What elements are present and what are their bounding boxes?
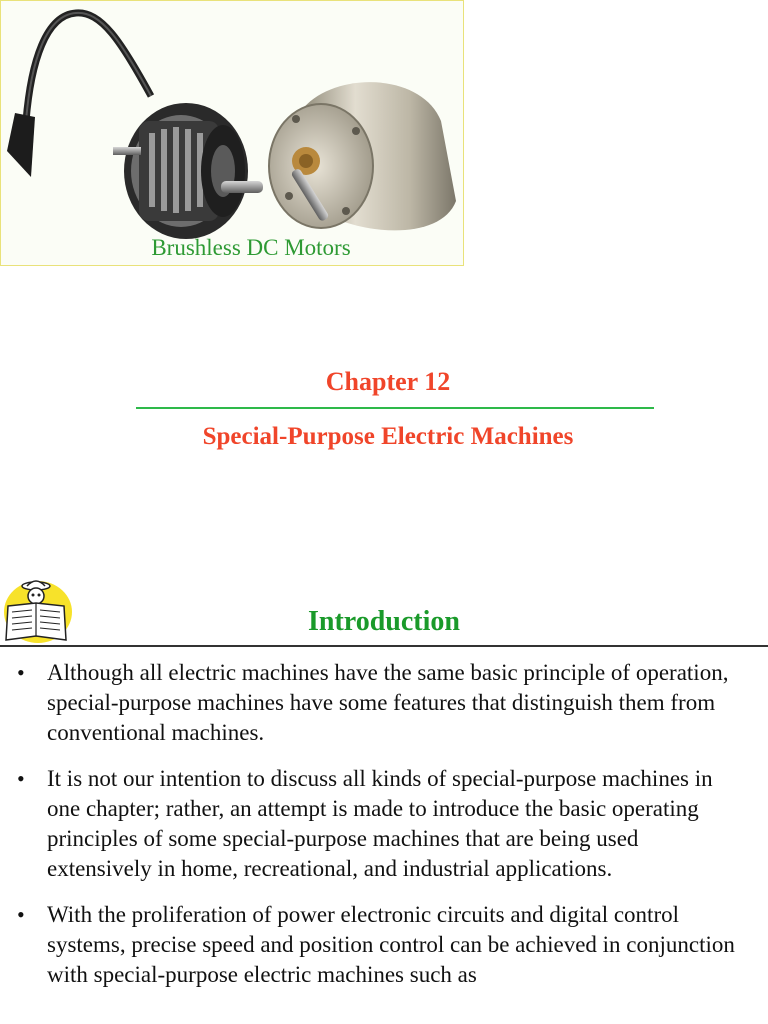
motor-figure	[0, 0, 464, 266]
chapter-title: Chapter 12	[325, 367, 451, 396]
bullet-marker: •	[17, 766, 25, 791]
brushless-dc-motor-image	[1, 1, 464, 266]
chapter-subtitle: Special-Purpose Electric Machines	[202, 423, 574, 450]
introduction-bullet-list	[0, 658, 768, 1006]
introduction-divider	[0, 645, 768, 647]
bullet-marker: •	[17, 902, 25, 927]
introduction-heading: Introduction	[308, 606, 460, 637]
figure-caption: Brushless DC Motors	[151, 235, 351, 260]
chapter-divider	[136, 407, 654, 409]
bullet-item	[0, 900, 768, 990]
bullet-item	[0, 764, 768, 884]
bullet-text: Although all electric machines have the same basic principle of operation, special-purpose machines have some features that distinguish them from conventional machines.	[47, 660, 729, 745]
bullet-text: With the proliferation of power electronic circuits and digital control systems, precise speed and position control can be achieved in conjunction with special-purpose electric machines such as	[47, 902, 735, 987]
bullet-item	[0, 658, 768, 748]
bullet-marker: •	[17, 660, 25, 685]
bullet-text: It is not our intention to discuss all kinds of special-purpose machines in one chapter; rather, an attempt is made to introduce the basic operating principles of some special-purpose machines that are being used extensively in home, recreational, and industrial applications.	[47, 766, 713, 881]
